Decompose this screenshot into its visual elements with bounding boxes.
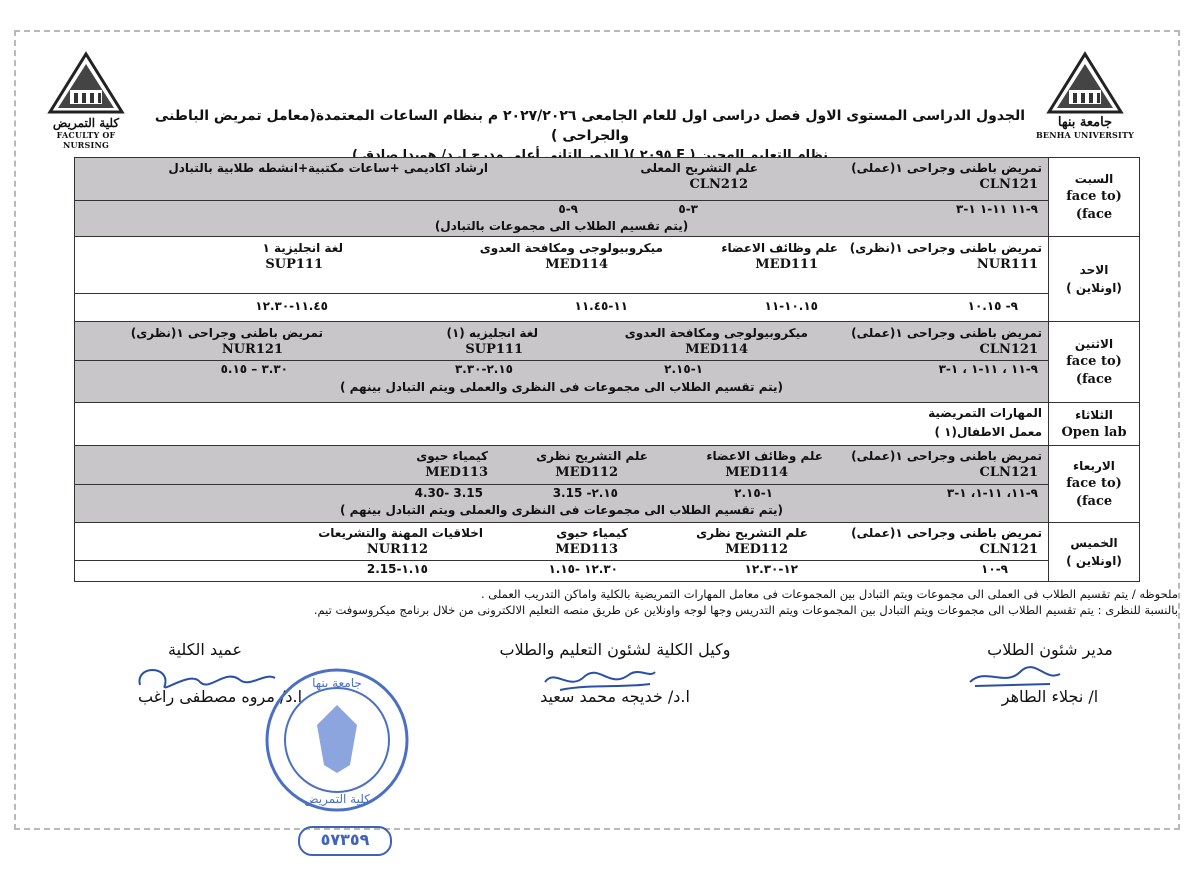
day-name: الثلاثاء — [1075, 408, 1113, 422]
course-name: ارشاد اكاديمى +ساعات مكتبية+انشطه طلابية بالتبادل — [168, 161, 488, 175]
day-mode: (face to face) — [1066, 189, 1122, 222]
course-name: ميكروبيولوجى ومكافحة العدوى — [624, 326, 808, 340]
day-cell-wednesday — [1049, 446, 1140, 523]
signature-scribble-icon — [540, 664, 660, 696]
signature-scribble-icon — [965, 662, 1065, 692]
course-code: CLN121 — [979, 342, 1038, 357]
course-code: CLN121 — [979, 177, 1038, 192]
course-name: علم التشريح نظرى — [536, 449, 648, 463]
time-slot: ٢.١٥- 3.15 — [552, 486, 618, 500]
time-slot: ١-٢.١٥ — [734, 486, 773, 500]
faculty-logo — [40, 50, 132, 150]
row-note: (يتم تقسيم الطلاب الى مجموعات بالتبادل) — [434, 219, 689, 233]
course-code: MED112 — [555, 465, 618, 480]
time-slot: ٢.١٥-٣.٣٠ — [454, 362, 513, 376]
notes-section — [100, 586, 1178, 618]
course-name: اخلاقيات المهنة والتشريعات — [318, 526, 483, 540]
row-tuesday — [75, 403, 1140, 446]
course-name: تمريض باطنى وجراحى ١(عملى) — [851, 326, 1042, 340]
day-name: الاثنين — [1074, 337, 1114, 351]
time-slot: ١٢.٣٠ -١.١٥ — [548, 562, 618, 576]
time-slot: ١٢-١٢.٣٠ — [744, 562, 798, 576]
course-code: NUR121 — [221, 342, 283, 357]
course-name: تمريض باطنى وجراحى ١(عملى) — [851, 161, 1042, 175]
course-name: تمريض باطنى وجراحى ١(عملى) — [851, 449, 1042, 463]
course-code: MED113 — [555, 542, 618, 557]
header-title: الجدول الدراسى المستوى الاول فصل دراسى اول للعام الجامعى ٢٠٢٧/٢٠٢٦ م بنظام الساعات المعتمدة(معامل تمريض الباطنى والجراحى ) — [154, 108, 1026, 144]
course-code: SUP111 — [465, 342, 523, 357]
time-slot: ١-٢.١٥ — [664, 362, 703, 376]
signature-name: ا/ نجلاء الطاهر — [1001, 687, 1099, 706]
signature-name: ا.د/ مروه مصطفى راغب — [137, 687, 303, 706]
time-slot: ١.١٥-2.15 — [366, 562, 428, 576]
content-monday — [75, 322, 1049, 403]
course-name: لغة انجليزية ١ — [262, 241, 343, 255]
course-code: MED114 — [545, 257, 608, 272]
stamp-bottom-text: كلية التمريض — [304, 792, 370, 806]
lab-name: معمل الاطفال(١ ) — [934, 425, 1042, 439]
course-code: MED113 — [425, 465, 488, 480]
note-practical: ملحوظه / يتم تقسيم الطلاب فى العملى الى مجموعات ويتم التبادل بين المجموعات فى معامل المهارات التمريضية بالكلية واماكن التدريب العملى . — [480, 587, 1178, 601]
content-saturday — [75, 158, 1049, 237]
pyramid-logo-icon — [1045, 50, 1125, 116]
content-tuesday — [75, 403, 1049, 446]
row-saturday — [75, 158, 1140, 237]
stamp-top-text: جامعة بنها — [312, 676, 362, 690]
course-name: ميكروبيولوجى ومكافحة العدوى — [479, 241, 663, 255]
row-note: (يتم تقسيم الطلاب الى مجموعات فى النظرى والعملى ويتم التبادل بينهم ) — [339, 380, 784, 394]
day-mode: (face to face) — [1066, 476, 1122, 509]
row-wednesday — [75, 446, 1140, 523]
time-slot: ٩-١١ ، ١١-١ ، ١-٣ — [938, 362, 1038, 376]
serial-number: ٥٧٣٥٩ — [298, 826, 392, 856]
course-name: كيمياء حيوى — [556, 526, 628, 540]
time-slot: ٩- ١٠.١٥ — [967, 299, 1018, 313]
time-slot: ٩-٥ — [558, 202, 578, 216]
time-slot: ١١-١١.٤٥ — [574, 299, 628, 313]
time-slot: ٩-١١ ١١-١ ١-٣ — [956, 202, 1038, 216]
course-name: المهارات التمريضية — [928, 406, 1042, 420]
course-code: CLN212 — [689, 177, 748, 192]
time-slot: ٣.٣٠ – ٥.١٥ — [220, 362, 288, 376]
faculty-logo-en: FACULTY OF NURSING — [56, 130, 116, 150]
signature-title: وكيل الكلية لشئون التعليم والطلاب — [499, 640, 731, 659]
signature-scribble-icon — [130, 660, 280, 700]
row-sunday — [75, 237, 1140, 322]
course-name: علم التشريح المعلى — [640, 161, 758, 175]
faculty-logo-ar: كلية التمريض — [52, 116, 120, 130]
day-name: الاحد — [1079, 263, 1109, 277]
day-cell-saturday — [1049, 158, 1140, 237]
row-monday — [75, 322, 1140, 403]
time-slot: ٩-١١، ١١-١، ١-٣ — [946, 486, 1038, 500]
header-subtitle: نظام التعليم الهجين ( E ٢٠٩٥ )( الدور التانى أعلى مدرج ا. د/ هويدا صادق ) — [351, 148, 829, 163]
day-cell-tuesday — [1049, 403, 1140, 446]
course-code: CLN121 — [979, 542, 1038, 557]
pyramid-logo-icon — [46, 50, 126, 116]
course-code: SUP111 — [265, 257, 323, 272]
time-slot: ٩-١٠ — [981, 562, 1008, 576]
row-note: (يتم تقسيم الطلاب الى مجموعات فى النظرى والعملى ويتم التبادل بينهم ) — [339, 503, 784, 517]
course-code: NUR112 — [366, 542, 428, 557]
university-logo-en: BENHA UNIVERSITY — [1035, 130, 1135, 140]
course-name: تمريض باطنى وجراحى ١(نظرى) — [130, 326, 323, 340]
day-cell-monday — [1049, 322, 1140, 403]
course-name: كيمياء حيوى — [416, 449, 488, 463]
course-name: علم وظائف الاعضاء — [706, 449, 823, 463]
time-slot: ١٠.١٥-١١ — [764, 299, 818, 313]
university-stamp-icon — [262, 665, 412, 815]
time-slot: 3.15 -4.30 — [414, 486, 483, 500]
time-slot: ٣-٥ — [678, 202, 698, 216]
day-name: السبت — [1074, 172, 1114, 186]
signature-title: مدير شئون الطلاب — [987, 640, 1113, 659]
day-cell-thursday — [1049, 523, 1140, 582]
signature-name: ا.د/ خديجه محمد سعيد — [540, 687, 690, 706]
course-name: علم التشريح نظرى — [696, 526, 808, 540]
note-theoretical: بالنسبة للنظرى : يتم تقسيم الطلاب الى مجموعات ويتم التبادل بين المجموعات ويتم التدريس وجها لوجه واونلاين عن طريق منصه التعليم الالكترونى من خلال برنامج ميكروسوفت تيم. — [313, 603, 1178, 617]
course-code: MED112 — [725, 542, 788, 557]
content-sunday — [75, 237, 1049, 322]
course-code: MED114 — [725, 465, 788, 480]
schedule-table — [74, 157, 1140, 582]
course-name: علم وظائف الاعضاء — [721, 241, 838, 255]
row-thursday — [75, 523, 1140, 582]
course-name: تمريض باطنى وجراحى ١(عملى) — [851, 526, 1042, 540]
day-mode: Open lab — [1061, 425, 1127, 440]
day-mode: (اونلاين ) — [1066, 554, 1122, 568]
time-slot: ١١.٤٥-١٢.٣٠ — [255, 299, 328, 313]
content-wednesday — [75, 446, 1049, 523]
university-logo — [1030, 50, 1140, 140]
course-name: لغة انجليزيه (١) — [446, 326, 538, 340]
day-mode: (face to face) — [1066, 354, 1122, 387]
course-code: NUR111 — [976, 257, 1038, 272]
signature-title: عميد الكلية — [168, 640, 242, 659]
content-thursday — [75, 523, 1049, 582]
university-logo-ar: جامعة بنها — [1057, 115, 1113, 130]
day-name: الخميس — [1070, 536, 1118, 550]
course-code: MED114 — [685, 342, 748, 357]
course-name: تمريض باطنى وجراحى ١(نظرى) — [849, 241, 1042, 255]
day-name: الاربعاء — [1073, 459, 1115, 473]
day-mode: (اونلاين ) — [1066, 281, 1122, 295]
day-cell-sunday — [1049, 237, 1140, 322]
course-code: CLN121 — [979, 465, 1038, 480]
course-code: MED111 — [755, 257, 818, 272]
